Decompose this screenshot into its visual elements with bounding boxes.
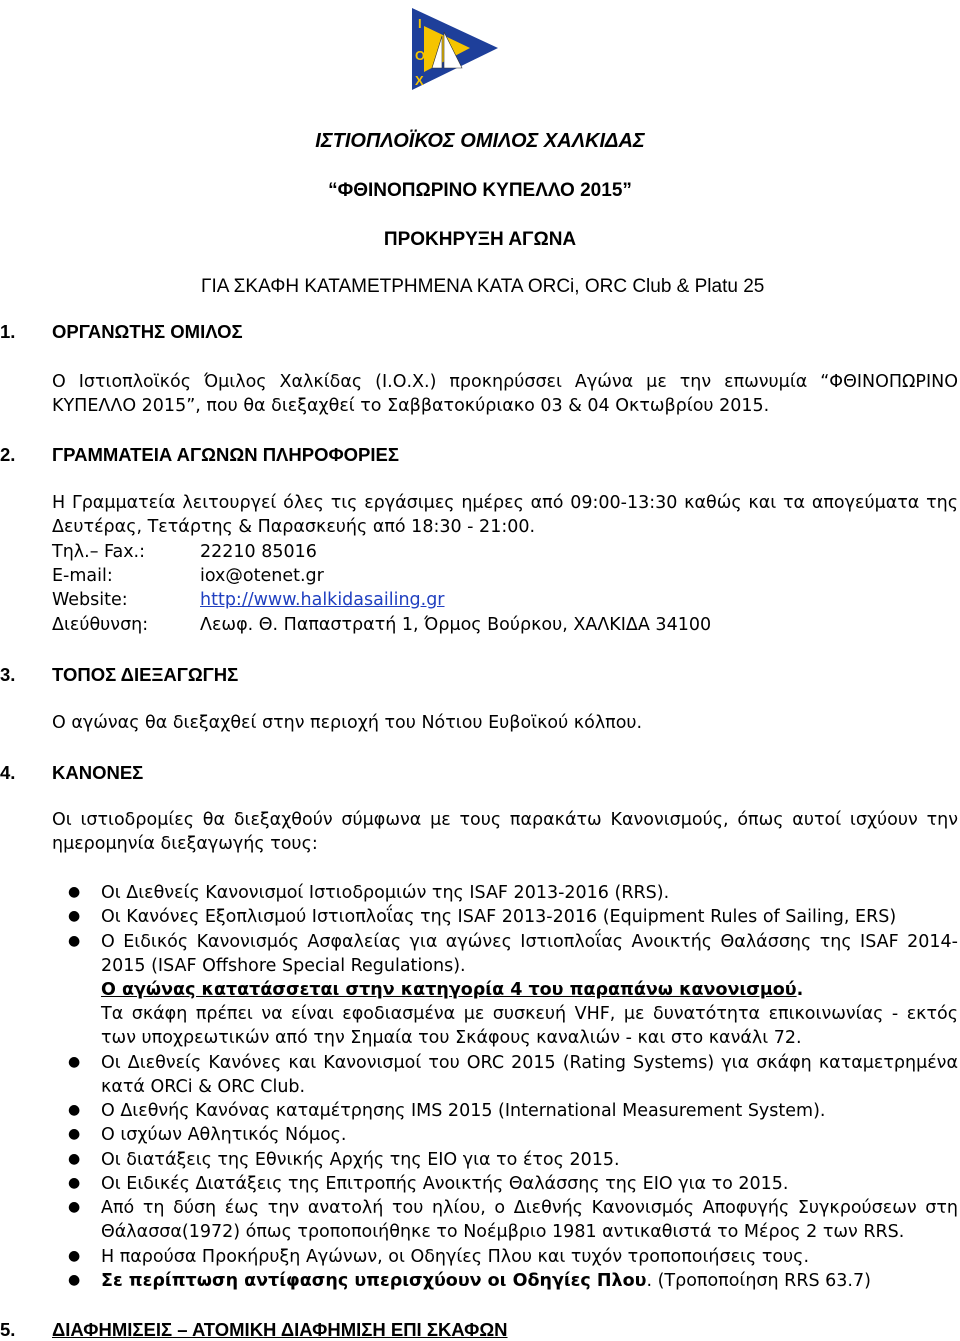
list-item: Οι Κανόνες Εξοπλισμού Ιστιοπλοΐας της ISAF 2013-2016 (Equipment Rules of Sailing, ERS): [101, 907, 897, 927]
section-number: 3.: [0, 664, 16, 685]
section-number: 2.: [0, 444, 16, 465]
bullet-icon: ●: [68, 1151, 81, 1167]
paragraph-line: Ο αγώνας θα διεξαχθεί στην περιοχή του Νότιου Ευβοϊκού κόλπου.: [52, 713, 643, 733]
contact-label: Τηλ.– Fax.:: [52, 542, 146, 562]
contact-label: E-mail:: [52, 566, 113, 586]
paragraph-line: Η Γραμματεία λειτουργεί όλες τις εργάσιμες ημέρες από 09:00-13:30 καθώς και τα απογεύματα της: [52, 493, 958, 513]
event-name: “ΦΘΙΝΟΠΩΡΙΝΟ ΚΥΠΕΛΛΟ 2015”: [328, 180, 632, 201]
bullet-icon: ●: [68, 933, 81, 949]
contact-value: Λεωφ. Θ. Παπαστρατή 1, Όρμος Βούρκου, ΧΑΛΚΙΔΑ 34100: [200, 615, 712, 635]
list-item-emphasis: [101, 980, 803, 1000]
bullet-icon: ●: [68, 1102, 81, 1118]
list-item: [101, 1271, 871, 1291]
bullet-icon: ●: [68, 1272, 81, 1288]
contact-value: 22210 85016: [200, 542, 317, 562]
bullet-icon: ●: [68, 908, 81, 924]
list-item-continuation: 2015 (ISAF Offshore Special Regulations).: [101, 956, 466, 976]
paragraph-line: Οι ιστιοδρομίες θα διεξαχθούν σύμφωνα με τους παρακάτω Κανονισμούς, όπως αυτοί ισχύουν την: [52, 810, 958, 830]
list-item: Ο Διεθνής Κανόνας καταμέτρησης IMS 2015 (International Measurement System).: [101, 1101, 826, 1121]
club-logo: [410, 6, 502, 92]
section-title: ΤΟΠΟΣ ΔΙΕΞΑΓΩΓΗΣ: [52, 664, 239, 685]
contact-email: [52, 566, 324, 586]
section-3-heading: [0, 664, 238, 686]
section-title: ΔΙΑΦΗΜΙΣΕΙΣ – ΑΤΟΜΙΚΗ ΔΙΑΦΗΜΙΣΗ ΕΠΙ ΣΚΑΦΩΝ: [52, 1319, 508, 1340]
contact-label: Διεύθυνση:: [52, 615, 149, 635]
logo-letter-1: Ι: [418, 16, 422, 31]
emphasis-text: Σε περίπτωση αντίφασης υπερισχύουν οι Οδηγίες Πλου: [101, 1271, 647, 1291]
section-title: ΟΡΓΑΝΩΤΗΣ ΟΜΙΛΟΣ: [52, 321, 243, 342]
list-item: Η παρούσα Προκήρυξη Αγώνων, οι Οδηγίες Πλου και τυχόν τροποποιήσεις τους.: [101, 1247, 810, 1267]
section-2-heading: [0, 444, 399, 466]
bullet-icon: ●: [68, 1126, 81, 1142]
list-item: Οι διατάξεις της Εθνικής Αρχής της ΕΙΟ για το έτος 2015.: [101, 1150, 620, 1170]
section-title: ΓΡΑΜΜΑΤΕΙΑ ΑΓΩΝΩΝ ΠΛΗΡΟΦΟΡΙΕΣ: [52, 444, 399, 465]
document-title: ΠΡΟΚΗΡΥΞΗ ΑΓΩΝΑ: [383, 229, 577, 250]
section-number: 5.: [0, 1319, 16, 1340]
bullet-icon: ●: [68, 1199, 81, 1215]
website-link[interactable]: http://www.halkidasailing.gr: [200, 590, 445, 610]
bullet-icon: ●: [68, 1248, 81, 1264]
list-item: Οι Διεθνείς Κανονισμοί Ιστιοδρομιών της ISAF 2013-2016 (RRS).: [101, 883, 670, 903]
paragraph-line: Ο Ιστιοπλοϊκός Όμιλος Χαλκίδας (Ι.Ο.Χ.) προκηρύσσει Αγώνα με την επωνυμία “ΦΘΙΝΟΠΩΡΙΝΟ: [52, 372, 958, 392]
club-name: ΙΣΤΙΟΠΛΟΪΚΟΣ ΟΜΙΛΟΣ ΧΑΛΚΙΔΑΣ: [315, 130, 645, 152]
list-item: Από τη δύση έως την ανατολή του ηλίου, ο Διεθνής Κανονισμός Αποφυγής Συγκρούσεων στη: [101, 1198, 958, 1218]
paragraph-line: Δευτέρας, Τετάρτης & Παρασκευής από 18:30 - 21:00.: [52, 517, 536, 537]
list-item-continuation: κατά ORCi & ORC Club.: [101, 1077, 306, 1097]
document-subtitle: ΓΙΑ ΣΚΑΦΗ ΚΑΤΑΜΕΤΡΗΜΕΝΑ ΚΑΤΑ ORCi, ORC Club & Platu 25: [201, 276, 765, 297]
emphasis-text: Ο αγώνας κατατάσσεται στην κατηγορία 4 του παραπάνω κανονισμού: [101, 980, 797, 1000]
contact-address: [52, 615, 711, 635]
section-title: ΚΑΝΟΝΕΣ: [52, 762, 144, 783]
paragraph-line: ΚΥΠΕΛΛΟ 2015”, που θα διεξαχθεί το Σαββατοκύριακο 03 & 04 Οκτωβρίου 2015.: [52, 396, 770, 416]
list-item-continuation: Τα σκάφη πρέπει να είναι εφοδιασμένα με συσκευή VHF, με δυνατότητα επικοινωνίας - εκτός: [101, 1004, 958, 1024]
contact-website: [52, 590, 445, 610]
bullet-icon: ●: [68, 1054, 81, 1070]
contact-label: Website:: [52, 590, 128, 610]
list-item: Ο Ειδικός Κανονισμός Ασφαλείας για αγώνες Ιστιοπλοΐας Ανοικτής Θαλάσσης της ISAF 2014-: [101, 932, 958, 952]
section-4-heading: [0, 762, 143, 784]
logo-letter-2: Ο: [415, 48, 426, 63]
list-item-continuation: Θάλασσα(1972) όπως τροποποιήθηκε το Νοέμβριο 1981 αντικαθιστά το Μέρος 2 των RRS.: [101, 1222, 905, 1242]
section-number: 4.: [0, 762, 16, 783]
list-item-continuation: των υποχρεωτικών από την Σημαία του Σκάφους καναλιών - και στο κανάλι 72.: [101, 1028, 802, 1048]
logo-letter-3: Χ: [415, 73, 424, 88]
contact-phone: [52, 542, 317, 562]
bullet-icon: ●: [68, 1175, 81, 1191]
section-1-heading: [0, 321, 243, 343]
list-item: Οι Ειδικές Διατάξεις της Επιτροπής Ανοικτής Θαλάσσης της ΕΙΟ για το 2015.: [101, 1174, 789, 1194]
emphasis-end: .: [796, 980, 804, 1000]
bullet-icon: ●: [68, 884, 81, 900]
list-item: Ο ισχύων Αθλητικός Νόμος.: [101, 1125, 347, 1145]
list-item: Οι Διεθνείς Κανόνες και Κανονισμοί του ORC 2015 (Rating Systems) για σκάφη καταμετρημένα: [101, 1053, 958, 1073]
list-item-rest: . (Τροποποίηση RRS 63.7): [646, 1271, 871, 1291]
section-number: 1.: [0, 321, 16, 342]
paragraph-line: ημερομηνία διεξαγωγής τους:: [52, 834, 318, 854]
contact-value[interactable]: iox@otenet.gr: [200, 566, 324, 586]
